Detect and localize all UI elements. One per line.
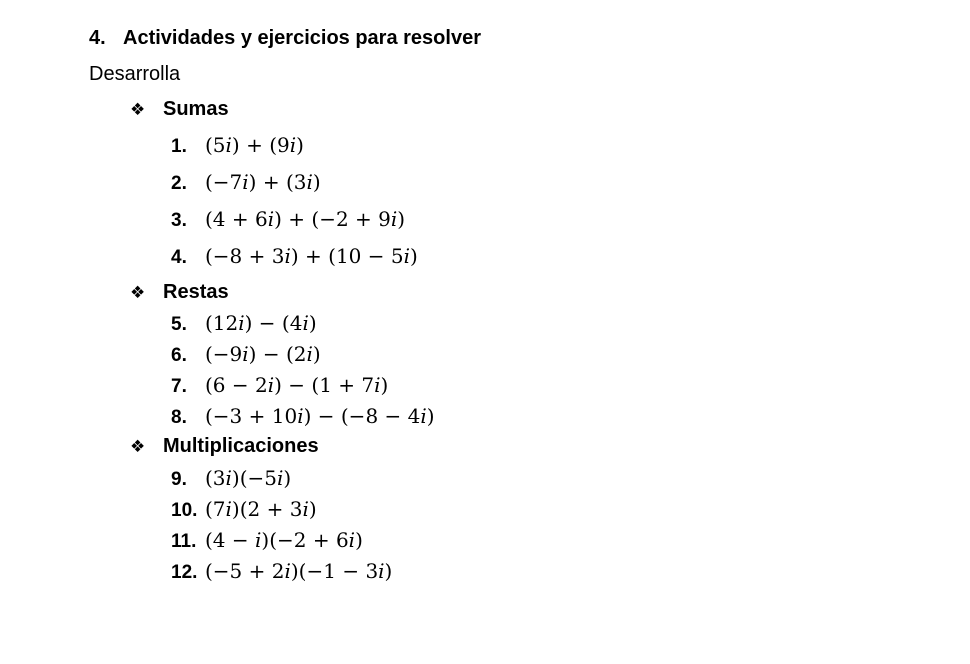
item-expression: (−8 + 3𝑖) + (10 − 5𝑖) — [205, 244, 418, 268]
heading-number: 4. — [89, 27, 106, 49]
item-number: 10. — [171, 500, 198, 521]
section-restas — [130, 281, 229, 304]
item-number: 11. — [171, 531, 197, 552]
list-item — [171, 466, 291, 491]
item-expression: (12𝑖) − (4𝑖) — [205, 311, 317, 335]
item-number: 5. — [171, 314, 187, 335]
list-item — [171, 170, 321, 195]
item-expression: (−9𝑖) − (2𝑖) — [205, 342, 321, 366]
intro-text: Desarrolla — [89, 63, 181, 85]
list-item — [171, 207, 405, 232]
list-item — [171, 133, 304, 158]
section-title: Restas — [163, 281, 229, 303]
item-number: 2. — [171, 173, 187, 194]
diamond-bullet-icon: ❖ — [130, 99, 146, 120]
section-title: Multiplicaciones — [163, 435, 319, 457]
list-item — [171, 311, 317, 336]
list-item — [171, 244, 418, 269]
section-sumas — [130, 98, 229, 121]
list-item — [171, 497, 317, 522]
item-expression: (7𝑖)(2 + 3𝑖) — [205, 497, 317, 521]
item-expression: (4 − 𝑖)(−2 + 6𝑖) — [205, 528, 363, 552]
item-expression: (5𝑖) + (9𝑖) — [205, 133, 304, 157]
item-number: 9. — [171, 469, 187, 490]
item-number: 8. — [171, 407, 187, 428]
item-number: 1. — [171, 136, 187, 157]
item-number: 12. — [171, 562, 198, 583]
diamond-bullet-icon: ❖ — [130, 282, 146, 303]
item-number: 4. — [171, 247, 187, 268]
list-item — [171, 342, 321, 367]
item-expression: (6 − 2𝑖) − (1 + 7𝑖) — [205, 373, 389, 397]
section-multiplicaciones — [130, 435, 319, 458]
item-expression: (3𝑖)(−5𝑖) — [205, 466, 292, 490]
item-number: 3. — [171, 210, 187, 231]
item-expression: (−7𝑖) + (3𝑖) — [205, 170, 321, 194]
item-number: 7. — [171, 376, 187, 397]
item-expression: (−3 + 10𝑖) − (−8 − 4𝑖) — [205, 404, 435, 428]
list-item — [171, 559, 392, 584]
heading-title: Actividades y ejercicios para resolver — [123, 27, 481, 49]
item-number: 6. — [171, 345, 187, 366]
diamond-bullet-icon: ❖ — [130, 436, 146, 457]
list-item — [171, 373, 388, 398]
section-title: Sumas — [163, 98, 229, 120]
item-expression: (4 + 6𝑖) + (−2 + 9𝑖) — [205, 207, 406, 231]
section-heading — [89, 27, 481, 50]
list-item — [171, 528, 363, 553]
list-item — [171, 404, 435, 429]
item-expression: (−5 + 2𝑖)(−1 − 3𝑖) — [205, 559, 393, 583]
